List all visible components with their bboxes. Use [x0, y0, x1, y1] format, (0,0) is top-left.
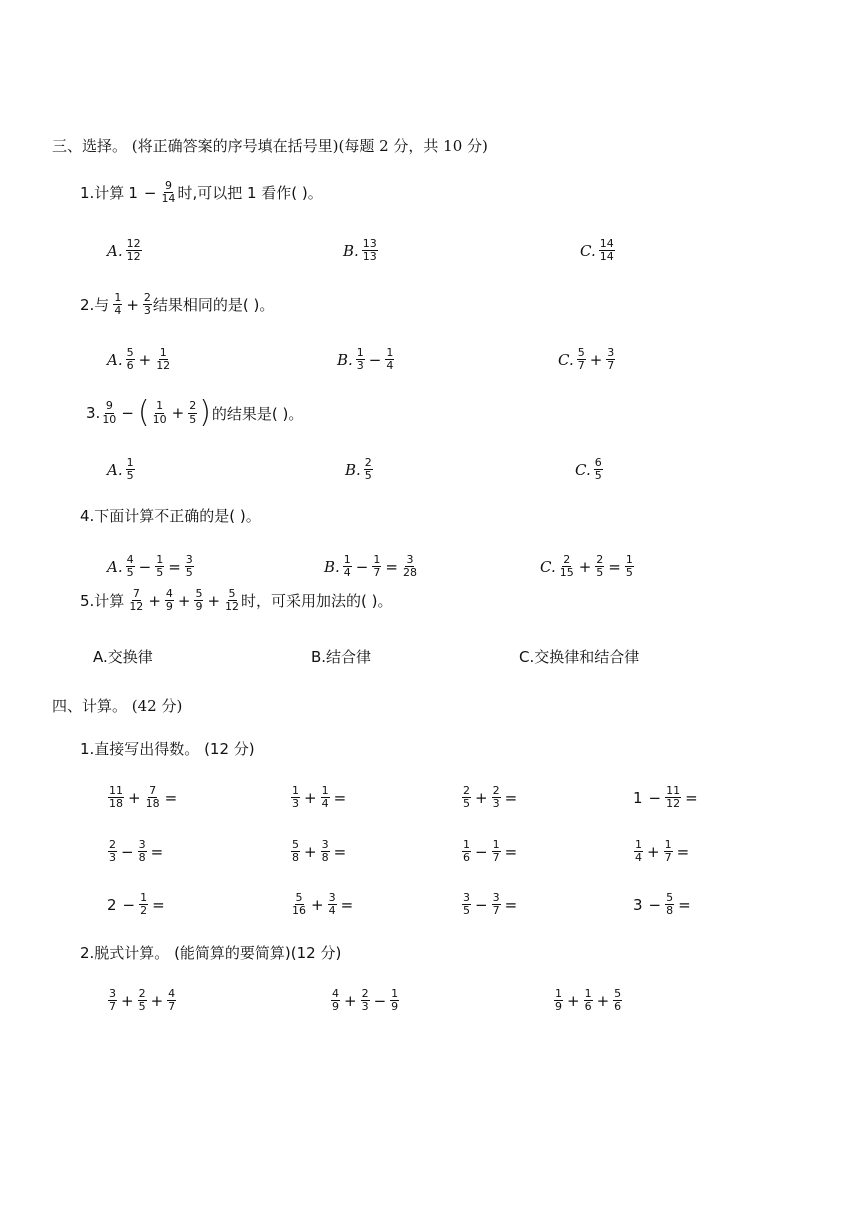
- fraction: $\frac{1}{7}$: [664, 838, 672, 865]
- q1-option-a[interactable]: A. $\frac{12}{12}$: [107, 237, 141, 264]
- q2-prefix: 2.与: [80, 296, 110, 315]
- q5-prefix: 5.计算: [80, 592, 125, 611]
- step-calc-item: $\frac{3}{7}$ + $\frac{2}{5}$ + $\frac{4}{7}$: [109, 987, 176, 1014]
- q4-option-b[interactable]: B. $\frac{1}{4}$ − $\frac{1}{7}$ = $\frac{3}{28}$: [324, 553, 417, 580]
- fraction: $\frac{4}{9}$: [332, 987, 339, 1014]
- step-calc-item: $\frac{4}{9}$ + $\frac{2}{3}$ − $\frac{1}{9}$: [332, 987, 399, 1014]
- direct-calc-item: 2 − $\frac{1}{2}$ =: [107, 891, 165, 918]
- fraction: $\frac{5}{6}$: [614, 987, 622, 1014]
- section-3-heading: 三、选择。 (将正确答案的序号填在括号里)(每题 2 分，共 10 分): [52, 137, 488, 155]
- q2-fraction-b: $\frac{2}{3}$: [143, 291, 151, 318]
- q2-option-b[interactable]: B. $\frac{1}{3}$ − $\frac{1}{4}$: [337, 346, 394, 373]
- direct-calc-item: $\frac{5}{8}$ + $\frac{3}{8}$ =: [292, 838, 347, 865]
- section-4-heading: 四、计算。 (42 分): [52, 697, 183, 715]
- q3-fraction-c: $\frac{2}{5}$: [189, 399, 197, 426]
- fraction: $\frac{1}{4}$: [635, 838, 642, 865]
- q2-fraction-a: $\frac{1}{4}$: [114, 291, 122, 318]
- fraction: $\frac{5}{8}$: [666, 891, 674, 918]
- direct-calc-item: $\frac{5}{16}$ + $\frac{3}{4}$ =: [292, 891, 354, 918]
- fraction: $\frac{3}{4}$: [328, 891, 336, 918]
- q5-option-b[interactable]: B.结合律: [311, 648, 372, 666]
- fraction: $\frac{3}{5}$: [463, 891, 470, 918]
- q5-option-c[interactable]: C.交换律和结合律: [519, 648, 640, 666]
- question-2: 2.与 $\frac{1}{4}$ + $\frac{2}{3}$ 结果相同的是( )。: [80, 291, 275, 318]
- direct-calc-item: $\frac{1}{6}$ − $\frac{1}{7}$ =: [463, 838, 518, 865]
- fraction: $\frac{1}{4}$: [321, 784, 329, 811]
- question-4: 4.下面计算不正确的是( )。: [80, 507, 261, 525]
- direct-calc-item: $\frac{1}{3}$ + $\frac{1}{4}$ =: [292, 784, 347, 811]
- fraction: $\frac{1}{9}$: [555, 987, 562, 1014]
- q3-fraction-b: $\frac{1}{10}$: [152, 399, 167, 426]
- step-calc-item: $\frac{1}{9}$ + $\frac{1}{6}$ + $\frac{5}{6}$: [555, 987, 622, 1014]
- fraction: $\frac{2}{3}$: [361, 987, 369, 1014]
- direct-calc-item: $\frac{11}{18}$ + $\frac{7}{18}$ =: [109, 784, 178, 811]
- fraction: $\frac{1}{3}$: [292, 784, 299, 811]
- q3-left-paren: (: [137, 395, 150, 430]
- q4-option-c[interactable]: C. $\frac{2}{15}$ + $\frac{2}{5}$ = $\frac{1}{5}$: [540, 553, 633, 580]
- question-3: 3. $\frac{9}{10}$ − ( $\frac{1}{10}$ + $\frac{2}{5}$ ) 的结果是( )。: [86, 395, 304, 430]
- sub2-heading: 2.脱式计算。 (能简算的要简算)(12 分): [80, 944, 342, 962]
- fraction: $\frac{11}{12}$: [666, 784, 681, 811]
- question-1: [80, 180, 323, 205]
- fraction: $\frac{1}{6}$: [584, 987, 592, 1014]
- q2-suffix: 结果相同的是( )。: [152, 296, 275, 315]
- fraction: $\frac{4}{7}$: [168, 987, 176, 1014]
- direct-calc-item: $\frac{1}{4}$ + $\frac{1}{7}$ =: [635, 838, 690, 865]
- q1-option-c[interactable]: C. $\frac{14}{14}$: [580, 237, 614, 264]
- fraction: $\frac{1}{9}$: [391, 987, 399, 1014]
- fraction: $\frac{1}{6}$: [463, 838, 470, 865]
- fraction: $\frac{11}{18}$: [109, 784, 123, 811]
- fraction: $\frac{3}{7}$: [492, 891, 500, 918]
- q3-fraction-a: $\frac{9}{10}$: [102, 399, 117, 426]
- fraction: $\frac{2}{3}$: [109, 838, 116, 865]
- fraction: $\frac{5}{8}$: [292, 838, 299, 865]
- q1-one: 1: [128, 183, 138, 202]
- q1-prefix: 1.计算: [80, 184, 125, 203]
- fraction: $\frac{2}{3}$: [492, 784, 500, 811]
- direct-calc-item: 1 − $\frac{11}{12}$ =: [633, 784, 698, 811]
- q1-option-b[interactable]: B. $\frac{13}{13}$: [343, 237, 377, 264]
- q5-option-a[interactable]: A.交换律: [93, 648, 153, 666]
- q3-right-paren: ): [199, 395, 211, 430]
- question-5: 5.计算 $\frac{7}{12}$ + $\frac{4}{9}$ + $\frac{5}{9}$ + $\frac{5}{12}$ 时，可采用加法的( )。: [80, 587, 393, 614]
- q3-suffix: 的结果是( )。: [211, 404, 304, 423]
- direct-calc-item: $\frac{2}{5}$ + $\frac{2}{3}$ =: [463, 784, 518, 811]
- q2-option-a[interactable]: A. $\frac{5}{6}$ + $\frac{1}{12}$: [107, 346, 171, 373]
- fraction: $\frac{1}{2}$: [140, 891, 148, 918]
- q3-option-c[interactable]: C. $\frac{6}{5}$: [575, 456, 602, 483]
- q3-option-b[interactable]: B. $\frac{2}{5}$: [345, 456, 372, 483]
- q3-prefix: 3.: [86, 404, 101, 422]
- q2-option-c[interactable]: C. $\frac{5}{7}$ + $\frac{3}{7}$: [558, 346, 615, 373]
- fraction: $\frac{3}{8}$: [138, 838, 146, 865]
- sub1-heading: 1.直接写出得数。 (12 分): [80, 740, 255, 758]
- direct-calc-item: 3 − $\frac{5}{8}$ =: [633, 891, 691, 918]
- q3-option-a[interactable]: A. $\frac{1}{5}$: [107, 456, 134, 483]
- q1-fraction: $\frac{9}{14}$: [161, 179, 176, 206]
- fraction: $\frac{3}{8}$: [321, 838, 329, 865]
- fraction: $\frac{7}{18}$: [145, 784, 160, 811]
- fraction: $\frac{2}{5}$: [138, 987, 146, 1014]
- fraction: $\frac{3}{7}$: [109, 987, 116, 1014]
- direct-calc-item: $\frac{2}{3}$ − $\frac{3}{8}$ =: [109, 838, 164, 865]
- fraction: $\frac{2}{5}$: [463, 784, 470, 811]
- direct-calc-item: $\frac{3}{5}$ − $\frac{3}{7}$ =: [463, 891, 518, 918]
- fraction: $\frac{1}{7}$: [492, 838, 500, 865]
- fraction: $\frac{5}{16}$: [292, 891, 306, 918]
- q1-minus: −: [143, 183, 157, 202]
- q5-suffix: 时，可采用加法的( )。: [241, 592, 393, 611]
- q4-option-a[interactable]: A. $\frac{4}{5}$ − $\frac{1}{5}$ = $\frac{3}{5}$: [107, 553, 193, 580]
- q1-suffix: 时,可以把 1 看作( )。: [177, 184, 323, 203]
